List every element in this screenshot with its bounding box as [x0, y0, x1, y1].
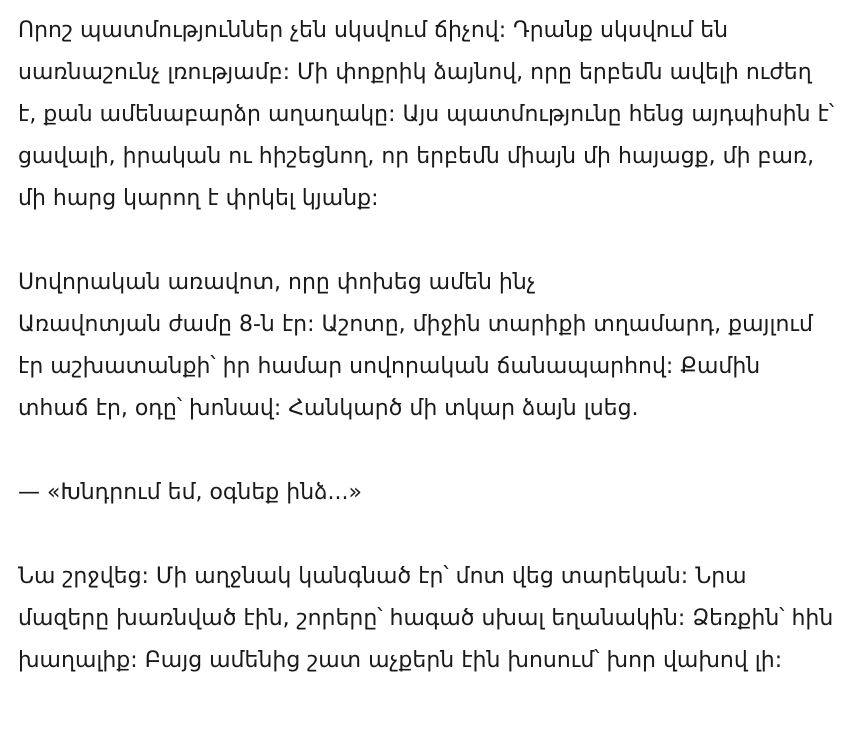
quote-line: — «Խնդրում եմ, օգնեք ինձ...» [18, 480, 362, 505]
section-heading: Սովորական առավոտ, որը փոխեց ամեն ինչ [18, 270, 536, 295]
paragraph-spacer [18, 514, 835, 556]
paragraph-spacer [18, 430, 835, 472]
closing-paragraph: Նա շրջվեց: Մի աղջնակ կանգնած էր՝ մոտ վեց տարեկան: Նրա մազերը խառնված էին, շորերը՝ հագած սխալ եղանակին: Ձեռքին՝ հին խաղալիք: Բայց ամենից շատ աչքերն էին խոսում՝ խոր վախով լի: [18, 564, 834, 673]
paragraph-spacer [18, 220, 835, 262]
intro-paragraph: Որոշ պատմություններ չեն սկսվում ճիչով: Դրանք սկսվում են սառնաշունչ լռությամբ: Մի փոքրիկ ձայնով, որը երբեմն ավելի ուժեղ է, քան ամենաբարձր աղաղակը: Այս պատմությունը հենց այդպիսին է՝ ցավալի, իրական ու հիշեցնող, որ երբեմն միայն մի հայացք, մի բառ, մի հարց կարող է փրկել կյանք: [18, 18, 835, 211]
section-paragraph: Առավոտյան ժամը 8-ն էր: Աշոտը, միջին տարիքի տղամարդ, քայլում էր աշխատանքի՝ իր համար սովորական ճանապարհով: Քամին տհաճ էր, օդը՝ խոնավ: Հանկարծ մի տկար ձայն լսեց. [18, 312, 813, 421]
